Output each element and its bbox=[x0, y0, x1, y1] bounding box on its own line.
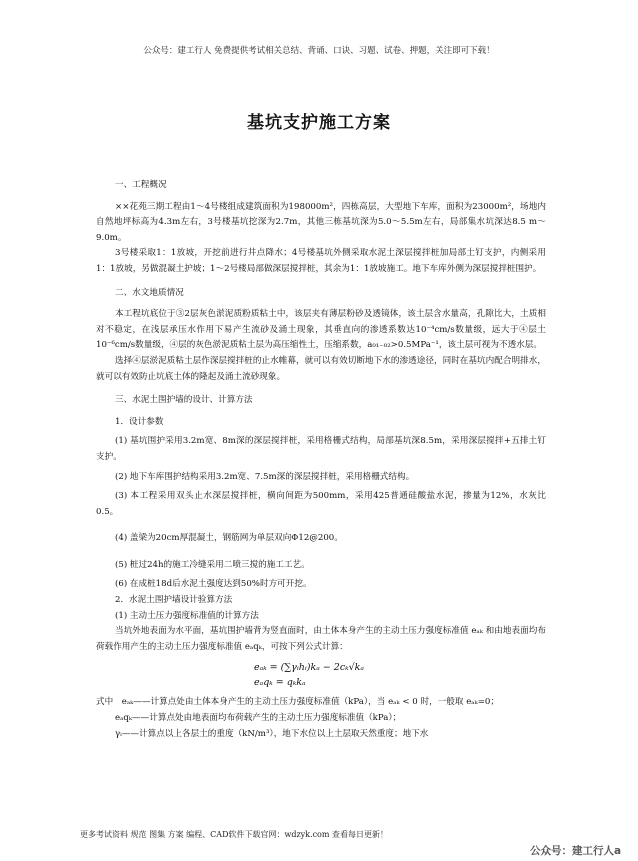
paragraph: 当坑外地表面为水平面，基坑围护墙背为竖直面时，由土体本身产生的主动土压力强度标准值 eₐₖ 和由地表面均布荷载作用产生的主动土压力强度标准值 eₐqₖ，可按下列公式计算： bbox=[96, 626, 546, 652]
list-item: (1) 主动土压力强度标准值的计算方法 bbox=[115, 610, 259, 621]
list-item: (6) 在成桩18d后水泥土强度达到50%时方可开挖。 bbox=[115, 579, 312, 590]
section-heading-design: 三、水泥土围护墙的设计、计算方法 bbox=[115, 395, 253, 406]
section-heading-hydro: 二、水文地质情况 bbox=[115, 287, 184, 298]
section-heading-overview: 一、工程概况 bbox=[115, 180, 167, 190]
list-item: (5) 桩过24h的施工冷缝采用二喷三搅的施工工艺。 bbox=[115, 559, 310, 570]
watermark: 公众号：建工行人a bbox=[530, 845, 622, 857]
list-item: (2) 地下车库围护结构采用3.2m宽、7.5m深的深层搅拌桩，采用格栅式结构。 bbox=[115, 471, 415, 482]
page-header-notice: 公众号：建工行人 免费提供考试相关总结、背诵、口诀、习题、试卷、押题，关注即可下载！ bbox=[143, 46, 495, 56]
list-item: (3) 本工程采用双头止水深层搅拌桩，横向间距为500mm，采用425普通硅酸盐水泥，掺量为12%，水灰比0.5。 bbox=[96, 491, 546, 517]
paragraph: eₐqₖ——计算点处由地表面均布荷载产生的主动土压力强度标准值（kPa）； bbox=[115, 713, 402, 724]
formula-block bbox=[254, 660, 546, 690]
paragraph: 选择④层淤泥质粘土层作深层搅拌桩的止水帷幕，就可以有效切断地下水的渗透途径，同时在基坑内配合明排水，就可以有效防止坑底土体的隆起及涌土流砂现象。 bbox=[96, 355, 546, 382]
subheading-calculation: 2．水泥土围护墙设计验算方法 bbox=[115, 595, 233, 606]
list-item: (1) 基坑围护采用3.2m宽、8m深的深层搅拌桩，采用格栅式结构，局部基坑深8.5m，采用深层搅拌+五排土钉支护。 bbox=[96, 436, 546, 462]
paragraph: γᵢ——计算点以上各层土的重度（kN/m³），地下水位以上土层取天然重度；地下水 bbox=[115, 728, 429, 739]
formula-surcharge-pressure: eₐqₖ = qₖkₐ bbox=[254, 677, 306, 689]
list-item: (4) 盖梁为20cm厚混凝土，钢筋网为单层双向Φ12@200。 bbox=[115, 533, 343, 544]
paragraph: 本工程坑底位于③2层灰色淤泥质粉质粘土中，该层夹有薄层粉砂及透镜体，该土层含水量高，孔隙比大，土质相对不稳定，在浅层承压水作用下易产生流砂及涌土现象，其垂直向的渗透系数达10⁻⁴cm/s数量级，远大于④层土10⁻⁶cm/s数量级，④层的灰色淤泥质粘土层为高压缩性土，压缩系数，a₀₁₋₀₂>0.5MPa⁻¹，该土层可视为不透水层。 bbox=[96, 309, 546, 351]
page-footer: 更多考试资料 规范 图集 方案 编程、CAD软件下载官网：wdzyk.com 查看每日更新！ bbox=[80, 830, 389, 839]
document-body bbox=[96, 170, 546, 742]
paragraph: 3号楼采取1：1放坡，开挖前进行井点降水；4号楼基坑外侧采取水泥土深层搅拌桩加局部土钉支护，内侧采用1：1放坡，另做混凝土护坡；1～2号楼局部做深层搅拌桩，其余为1：1放坡施工。地下车库外侧为深层搅拌桩围护。 bbox=[96, 248, 546, 274]
formula-active-pressure: eₐₖ = (∑γᵢhᵢ)kₐ − 2cₖ√kₐ bbox=[254, 662, 364, 674]
document-title: 基坑支护施工方案 bbox=[247, 113, 391, 133]
paragraph: ××花苑三期工程由1～4号楼组成建筑面积为198000m²，四栋高层，大型地下车库，面积为23000m²，场地内自然地坪标高为4.3m左右，3号楼基坑挖深为2.7m，其他三栋基坑深为5.0～5.5m左右，局部集水坑深达8.5 m～9.0m。 bbox=[96, 201, 546, 243]
paragraph: 式中 eₐₖ——计算点处由土体本身产生的主动土压力强度标准值（kPa），当 eₐₖ < 0 时，一般取 eₐₖ=0； bbox=[96, 697, 499, 708]
subheading-parameters: 1．设计参数 bbox=[115, 416, 164, 427]
